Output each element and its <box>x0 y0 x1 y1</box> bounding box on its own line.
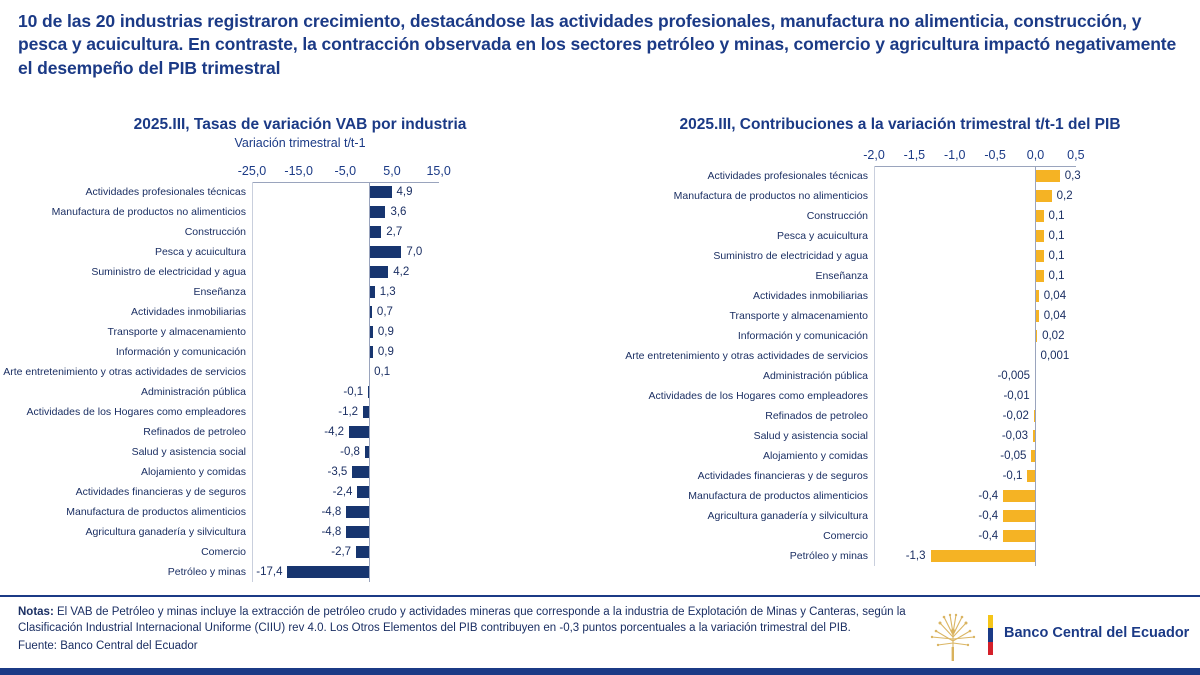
bar-value-label: -4,2 <box>324 426 345 438</box>
row-label: Actividades financieras y de seguros <box>697 470 868 482</box>
chart-row <box>600 186 1200 206</box>
chart-row <box>0 182 600 202</box>
chart-row <box>600 166 1200 186</box>
chart-row <box>0 302 600 322</box>
row-label: Manufactura de productos no alimenticios <box>673 190 868 202</box>
chart-row <box>0 462 600 482</box>
x-tick-vab-0: -25,0 <box>237 164 267 178</box>
chart-row <box>0 322 600 342</box>
x-tick-vab-1: -15,0 <box>284 164 313 178</box>
row-label: Suministro de electricidad y agua <box>91 266 246 278</box>
bar-value-label: -0,01 <box>1003 390 1030 402</box>
bar <box>931 550 1036 562</box>
x-tick-contrib-1: -1,5 <box>903 148 926 162</box>
row-label: Actividades inmobiliarias <box>131 306 246 318</box>
bar <box>1003 530 1035 542</box>
bar-value-label: 1,3 <box>379 286 396 298</box>
bar <box>369 226 382 238</box>
chart-row <box>0 402 600 422</box>
footer-notes <box>18 605 908 655</box>
bar <box>1035 210 1043 222</box>
row-label: Agricultura ganadería y silvicultura <box>85 526 246 538</box>
brand-name: Banco Central del Ecuador <box>1004 625 1190 641</box>
bar-value-label: -17,4 <box>256 566 283 578</box>
chart-row <box>600 446 1200 466</box>
plot-left-frame-vab <box>252 182 253 582</box>
row-label: Actividades profesionales técnicas <box>707 170 868 182</box>
row-label: Actividades de los Hogares como empleadores <box>26 406 246 418</box>
bar-value-label: 0,1 <box>1048 250 1065 262</box>
bar <box>369 186 392 198</box>
chart-row <box>600 206 1200 226</box>
chart-rows-contrib <box>600 166 1200 566</box>
zero-line-contrib <box>1035 166 1036 566</box>
row-label: Alojamiento y comidas <box>762 450 868 462</box>
charts-container <box>0 104 1200 594</box>
bar-value-label: -0,1 <box>1002 470 1023 482</box>
bar <box>357 486 368 498</box>
bar-value-label: 3,6 <box>390 206 407 218</box>
row-label: Alojamiento y comidas <box>140 466 246 478</box>
row-label: Salud y asistencia social <box>131 446 246 458</box>
bar-value-label: 0,7 <box>376 306 393 318</box>
row-label: Transporte y almacenamiento <box>107 326 246 338</box>
chart-panel-contrib <box>600 104 1200 594</box>
chart-rows-vab <box>0 182 600 582</box>
row-label: Información y comunicación <box>737 330 868 342</box>
row-label: Administración pública <box>140 386 246 398</box>
chart-row <box>0 282 600 302</box>
bar-value-label: -1,2 <box>338 406 359 418</box>
bar-value-label: -0,05 <box>1000 450 1027 462</box>
bar-value-label: 0,3 <box>1064 170 1081 182</box>
x-tick-vab-4: 15,0 <box>426 164 451 178</box>
bar-value-label: 0,001 <box>1040 350 1070 362</box>
x-tick-vab-2: -5,0 <box>334 164 357 178</box>
row-label: Comercio <box>201 546 246 558</box>
brand-logo <box>916 603 1190 665</box>
bar-value-label: 0,04 <box>1043 290 1067 302</box>
bar <box>1003 490 1035 502</box>
chart-row <box>600 546 1200 566</box>
chart-row <box>600 306 1200 326</box>
bar-value-label: 0,9 <box>377 326 394 338</box>
x-tick-contrib-5: 0,5 <box>1067 148 1085 162</box>
bar-value-label: 4,2 <box>393 266 410 278</box>
bar-value-label: 2,7 <box>386 226 403 238</box>
bar-value-label: -2,4 <box>332 486 353 498</box>
row-label: Pesca y acuicultura <box>154 246 246 258</box>
row-label: Refinados de petroleo <box>143 426 246 438</box>
bar <box>1035 170 1059 182</box>
bar <box>1003 510 1035 522</box>
chart-row <box>600 406 1200 426</box>
chart-row <box>0 442 600 462</box>
row-label: Arte entretenimiento y otras actividades de servicios <box>625 350 868 362</box>
chart-row <box>600 366 1200 386</box>
chart-row <box>600 346 1200 366</box>
row-label: Actividades inmobiliarias <box>753 290 868 302</box>
chart-row <box>0 522 600 542</box>
chart-row <box>600 506 1200 526</box>
bar-value-label: 0,04 <box>1043 310 1067 322</box>
chart-row <box>600 466 1200 486</box>
x-tick-contrib-0: -2,0 <box>863 148 885 162</box>
row-label: Actividades financieras y de seguros <box>75 486 246 498</box>
bar <box>1035 250 1043 262</box>
row-label: Arte entretenimiento y otras actividades de servicios <box>3 366 246 378</box>
notes-label: Notas: <box>18 606 54 618</box>
chart-row <box>0 222 600 242</box>
bar-value-label: 0,1 <box>1048 270 1065 282</box>
brand-color-bars <box>988 615 993 655</box>
chart-row <box>0 482 600 502</box>
bar <box>356 546 369 558</box>
bar-value-label: -0,005 <box>997 370 1031 382</box>
bar-value-label: -0,8 <box>340 446 360 458</box>
row-label: Manufactura de productos alimenticios <box>688 490 868 502</box>
row-label: Administración pública <box>762 370 868 382</box>
bar <box>1035 270 1043 282</box>
notes-text: El VAB de Petróleo y minas incluye la extracción de petróleo crudo y actividades mineras que corresponde a la industria de Explotación de Minas y Canteras, según la Clasificación Industrial Internacional Uniforme (CIIU) rev 4.0. Los Otros Elementos del PIB contribuyen en -0,3 puntos porcentuales a la variación trimestral del PIB. <box>18 606 906 634</box>
row-label: Salud y asistencia social <box>753 430 868 442</box>
bar <box>287 566 368 578</box>
bar <box>346 506 368 518</box>
row-label: Agricultura ganadería y silvicultura <box>707 510 868 522</box>
chart-row <box>0 202 600 222</box>
chart-row <box>600 326 1200 346</box>
row-label: Enseñanza <box>193 286 246 298</box>
row-label: Construcción <box>806 210 868 222</box>
bar-value-label: -0,03 <box>1001 430 1029 442</box>
bar-value-label: -3,5 <box>327 466 348 478</box>
bar-value-label: -0,4 <box>978 530 999 542</box>
bar-value-label: -0,02 <box>1002 410 1029 422</box>
bar <box>1027 470 1035 482</box>
row-label: Suministro de electricidad y agua <box>713 250 868 262</box>
row-label: Petróleo y minas <box>167 566 246 578</box>
chart-row <box>0 542 600 562</box>
chart-row <box>600 486 1200 506</box>
row-label: Comercio <box>823 530 868 542</box>
row-label: Información y comunicación <box>115 346 246 358</box>
x-tick-vab-3: 5,0 <box>383 164 401 178</box>
chart-row <box>600 226 1200 246</box>
chart-row <box>600 526 1200 546</box>
chart-row <box>600 246 1200 266</box>
bar <box>1035 230 1043 242</box>
chart-vab <box>0 164 600 582</box>
row-label: Actividades de los Hogares como empleadores <box>648 390 868 402</box>
page-title: 10 de las 20 industrias registraron crecimiento, destacándose las actividades profesionales, manufactura no alimenticia, construcción, y pesca y acuicultura. En contraste, la contracción observada en los sectores petróleo y minas, comercio y agricultura impactó negativamente el desempeño del PIB trimestral <box>18 11 1177 78</box>
row-label: Pesca y acuicultura <box>776 230 868 242</box>
plot-left-frame-contrib <box>874 166 875 566</box>
bar <box>346 526 368 538</box>
row-label: Petróleo y minas <box>789 550 868 562</box>
x-axis-contrib <box>600 148 1200 166</box>
row-label: Refinados de petroleo <box>765 410 868 422</box>
bar <box>352 466 368 478</box>
chart-row <box>600 286 1200 306</box>
bar-value-label: -0,4 <box>978 490 999 502</box>
chart-row <box>0 382 600 402</box>
bar-value-label: 7,0 <box>406 246 423 258</box>
footer-source: Fuente: Banco Central del Ecuador <box>18 639 198 652</box>
chart-row <box>600 386 1200 406</box>
row-label: Actividades profesionales técnicas <box>85 186 246 198</box>
bar-value-label: -2,7 <box>331 546 352 558</box>
bar-value-label: -0,1 <box>343 386 364 398</box>
footer <box>0 595 1200 675</box>
row-label: Construcción <box>184 226 246 238</box>
bar <box>1035 190 1051 202</box>
chart-row <box>0 362 600 382</box>
chart-row <box>0 422 600 442</box>
bar-value-label: 4,9 <box>396 186 413 198</box>
bar <box>349 426 369 438</box>
zero-line-vab <box>369 182 370 582</box>
x-tick-contrib-4: 0,0 <box>1026 148 1045 162</box>
chart-row <box>0 562 600 582</box>
x-axis-vab <box>0 164 600 182</box>
bar-value-label: -4,8 <box>321 526 342 538</box>
chart-row <box>600 426 1200 446</box>
row-label: Manufactura de productos alimenticios <box>66 506 246 518</box>
row-label: Transporte y almacenamiento <box>729 310 868 322</box>
row-label: Manufactura de productos no alimenticios <box>51 206 246 218</box>
x-tick-contrib-3: -0,5 <box>984 148 1006 162</box>
bar-value-label: 0,1 <box>1048 230 1065 242</box>
row-label: Enseñanza <box>815 270 868 282</box>
bar-value-label: -1,3 <box>905 550 926 562</box>
bar <box>369 246 402 258</box>
chart-row <box>0 262 600 282</box>
bar-value-label: -0,4 <box>978 510 999 522</box>
bar-value-label: 0,02 <box>1042 330 1065 342</box>
x-tick-contrib-2: -1,0 <box>943 148 966 162</box>
chart-row <box>0 502 600 522</box>
chart-row <box>600 266 1200 286</box>
bar-value-label: 0,1 <box>1048 210 1065 222</box>
chart-row <box>0 342 600 362</box>
chart-title-contrib: 2025.III, Contribuciones a la variación trimestral t/t-1 del PIB <box>679 116 1121 133</box>
chart-subtitle-vab: Variación trimestral t/t-1 <box>234 136 366 150</box>
chart-contrib <box>600 148 1200 566</box>
bar <box>369 266 389 278</box>
bar <box>369 206 386 218</box>
bar-value-label: -4,8 <box>321 506 342 518</box>
sun-icon <box>924 607 982 663</box>
chart-title-vab: 2025.III, Tasas de variación VAB por industria <box>133 116 467 133</box>
bottom-accent-bar <box>0 668 1200 675</box>
bar-value-label: 0,9 <box>377 346 394 358</box>
bar-value-label: 0,1 <box>374 366 391 378</box>
bar-value-label: 0,2 <box>1056 190 1073 202</box>
chart-row <box>0 242 600 262</box>
chart-panel-vab <box>0 104 600 594</box>
